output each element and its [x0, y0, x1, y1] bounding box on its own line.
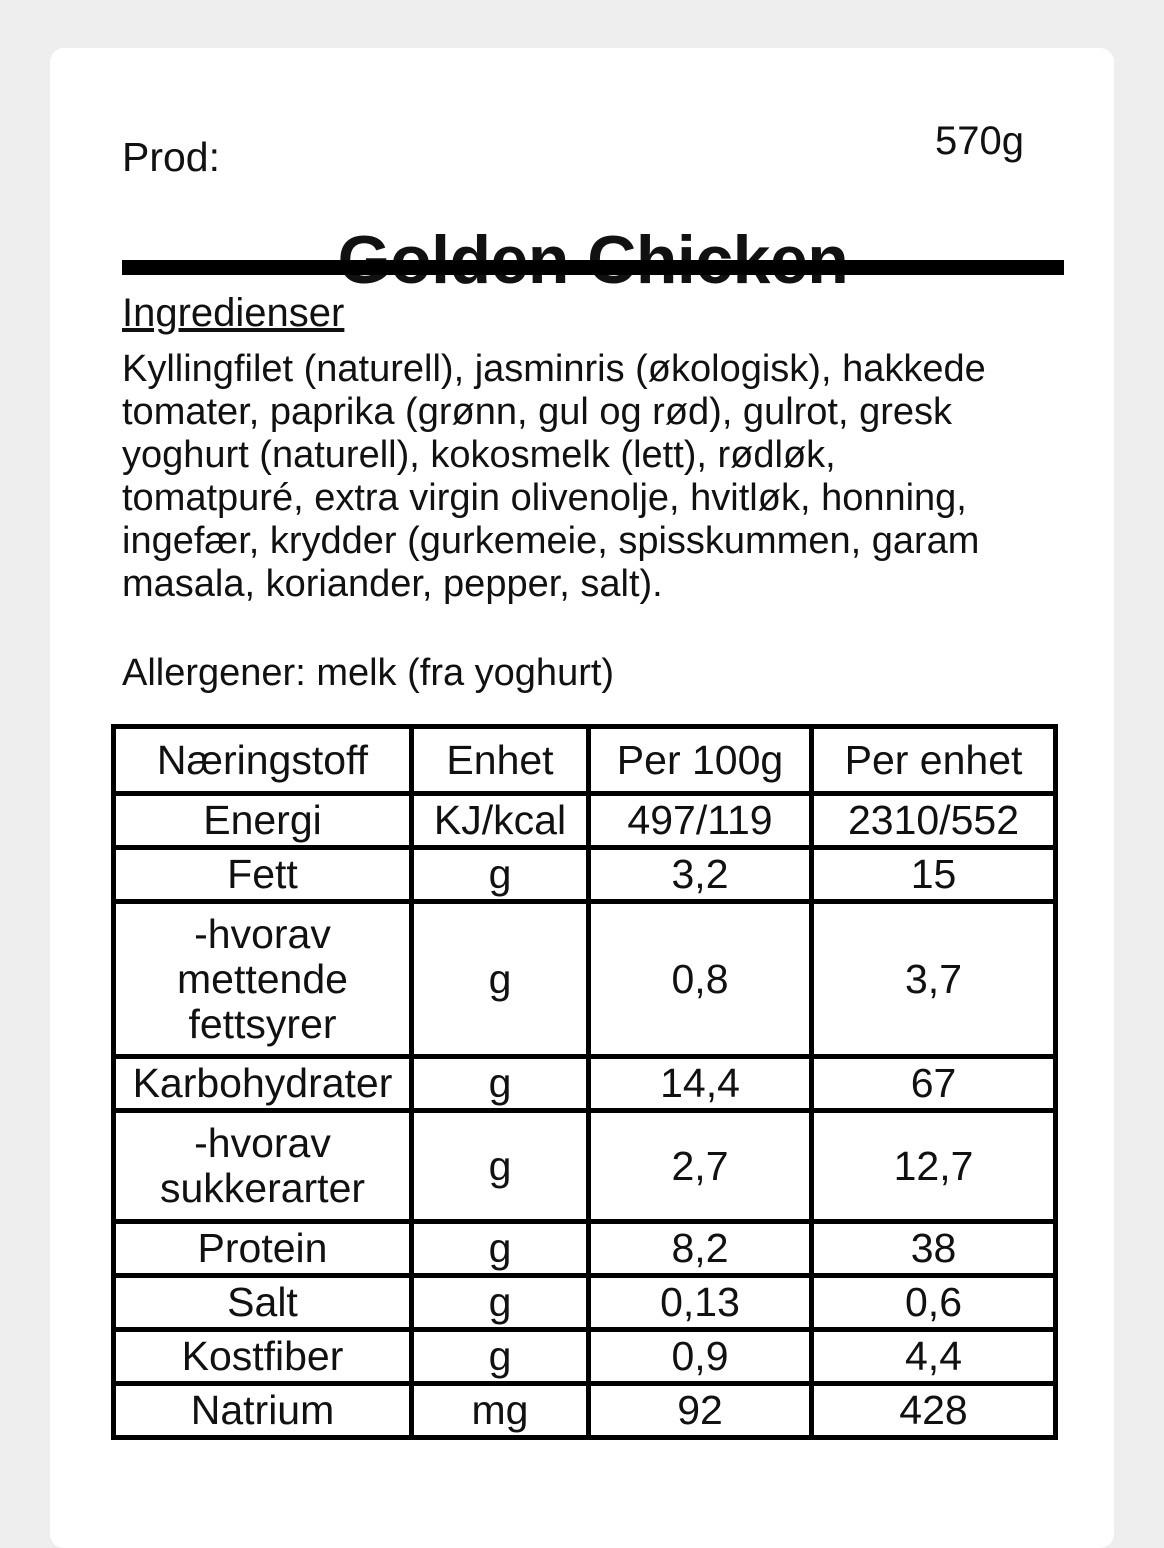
nutrient-unit: g: [412, 902, 589, 1057]
nutrient-per-unit: 428: [812, 1384, 1056, 1438]
table-row: [114, 1330, 1056, 1384]
nutrient-per-100g: 92: [589, 1384, 812, 1438]
nutrient-per-unit: 4,4: [812, 1330, 1056, 1384]
nutrition-header-row: [114, 727, 1056, 794]
title-divider: [122, 260, 1064, 275]
nutrient-name: Kostfiber: [114, 1330, 412, 1384]
nutrient-per-unit: 3,7: [812, 902, 1056, 1057]
nutrient-unit: g: [412, 1222, 589, 1276]
nutrient-per-unit: 15: [812, 848, 1056, 902]
table-row: [114, 794, 1056, 848]
table-row: [114, 1222, 1056, 1276]
nutrient-name: Karbohydrater: [114, 1057, 412, 1111]
table-row: [114, 902, 1056, 1057]
ingredients-text: Kyllingfilet (naturell), jasminris (økologisk), hakkede tomater, paprika (grønn, gul og rød), gulrot, gresk yoghurt (naturell), kokosmelk (lett), rødløk, tomatpuré, extra virgin olivenolje, hvitløk, honning, ingefær, krydder (gurkemeie, spisskummen, garam masala, koriander, pepper, salt).: [122, 348, 986, 605]
nutrient-name: Natrium: [114, 1384, 412, 1438]
nutrient-unit: mg: [412, 1384, 589, 1438]
table-row: [114, 848, 1056, 902]
allergens-text: Allergener: melk (fra yoghurt): [122, 652, 615, 694]
nutrient-unit: KJ/kcal: [412, 794, 589, 848]
nutrient-name: Fett: [114, 848, 412, 902]
nutrient-per-unit: 38: [812, 1222, 1056, 1276]
nutrition-table: [111, 724, 1058, 1440]
nutrient-per-100g: 2,7: [589, 1111, 812, 1222]
nutrient-per-100g: 0,13: [589, 1276, 812, 1330]
label-card: [50, 48, 1114, 1548]
nutrient-unit: g: [412, 1276, 589, 1330]
prod-label: Prod:: [122, 134, 220, 180]
nutrient-name: Salt: [114, 1276, 412, 1330]
nutrient-per-100g: 497/119: [589, 794, 812, 848]
nutrient-unit: g: [412, 848, 589, 902]
nutrient-per-100g: 3,2: [589, 848, 812, 902]
nutrient-per-unit: 67: [812, 1057, 1056, 1111]
header-nutrient: Næringstoff: [114, 727, 412, 794]
nutrient-per-100g: 0,9: [589, 1330, 812, 1384]
nutrient-per-unit: 2310/552: [812, 794, 1056, 848]
nutrient-unit: g: [412, 1111, 589, 1222]
table-row: [114, 1057, 1056, 1111]
nutrient-name: Energi: [114, 794, 412, 848]
nutrient-per-unit: 12,7: [812, 1111, 1056, 1222]
nutrient-name: -hvorav sukkerarter: [114, 1111, 412, 1222]
nutrient-per-100g: 8,2: [589, 1222, 812, 1276]
table-row: [114, 1276, 1056, 1330]
nutrient-unit: g: [412, 1057, 589, 1111]
table-row: [114, 1111, 1056, 1222]
nutrient-name: Protein: [114, 1222, 412, 1276]
nutrient-name: -hvorav mettende fettsyrer: [114, 902, 412, 1057]
nutrient-per-unit: 0,6: [812, 1276, 1056, 1330]
header-per-100g: Per 100g: [589, 727, 812, 794]
header-per-unit: Per enhet: [812, 727, 1056, 794]
header-unit: Enhet: [412, 727, 589, 794]
ingredients-heading: Ingredienser: [122, 291, 345, 335]
net-weight: 570g: [935, 119, 1024, 163]
table-row: [114, 1384, 1056, 1438]
nutrient-per-100g: 0,8: [589, 902, 812, 1057]
nutrient-per-100g: 14,4: [589, 1057, 812, 1111]
nutrient-unit: g: [412, 1330, 589, 1384]
